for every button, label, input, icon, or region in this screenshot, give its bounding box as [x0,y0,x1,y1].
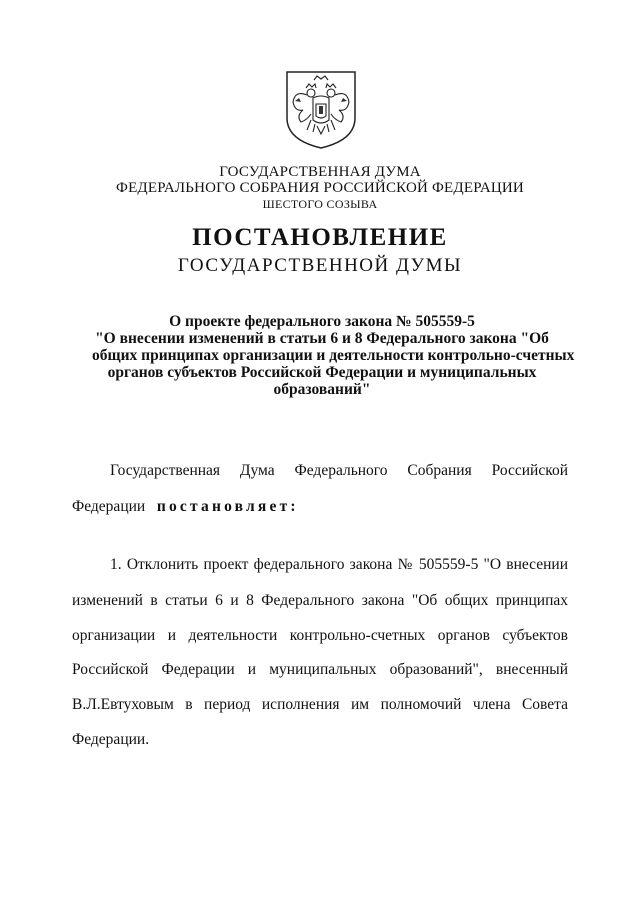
clause-line: В.Л.Евтуховым в период исполнения им полномочий члена Совета [72,696,568,713]
clause-line: Российской Федерации и муниципальных образований", внесенный [72,661,568,678]
subject-line: О проекте федерального закона № 505559-5 [169,313,475,330]
coat-of-arms-icon [281,68,361,150]
convocation-line: ШЕСТОГО СОЗЫВА [262,197,378,211]
subject-line: органов субъектов Российской Федерации и муниципальных [107,364,537,381]
clause-line: 1. Отклонить проект федерального закона № 505559-5 "О внесении [110,556,568,573]
subject-line: общих принципах организации и деятельности контрольно-счетных [92,347,575,364]
preamble-line2 [72,498,568,516]
subject-block [92,313,575,398]
org-name-line2: ФЕДЕРАЛЬНОГО СОБРАНИЯ РОССИЙСКОЙ ФЕДЕРАЦИИ [116,180,524,196]
document-type-title: ПОСТАНОВЛЕНИЕ [192,224,448,251]
clause-line: организации и деятельности контрольно-счетных органов субъектов [72,627,568,644]
preamble-line1: Государственная Дума Федерального Собрания Российской [110,462,568,479]
clause-line: Федерации. [72,731,150,748]
resolves-word: постановляет: [156,498,299,515]
document-type-subtitle: ГОСУДАРСТВЕННОЙ ДУМЫ [177,255,463,276]
clause-line: изменений в статьи 6 и 8 Федерального закона "Об общих принципах [72,592,568,609]
subject-line: "О внесении изменений в статьи 6 и 8 Федерального закона "Об [95,330,549,347]
subject-line: образований" [273,381,371,398]
preamble-prefix: Федерации [72,498,146,515]
org-name-line1: ГОСУДАРСТВЕННАЯ ДУМА [219,164,421,180]
